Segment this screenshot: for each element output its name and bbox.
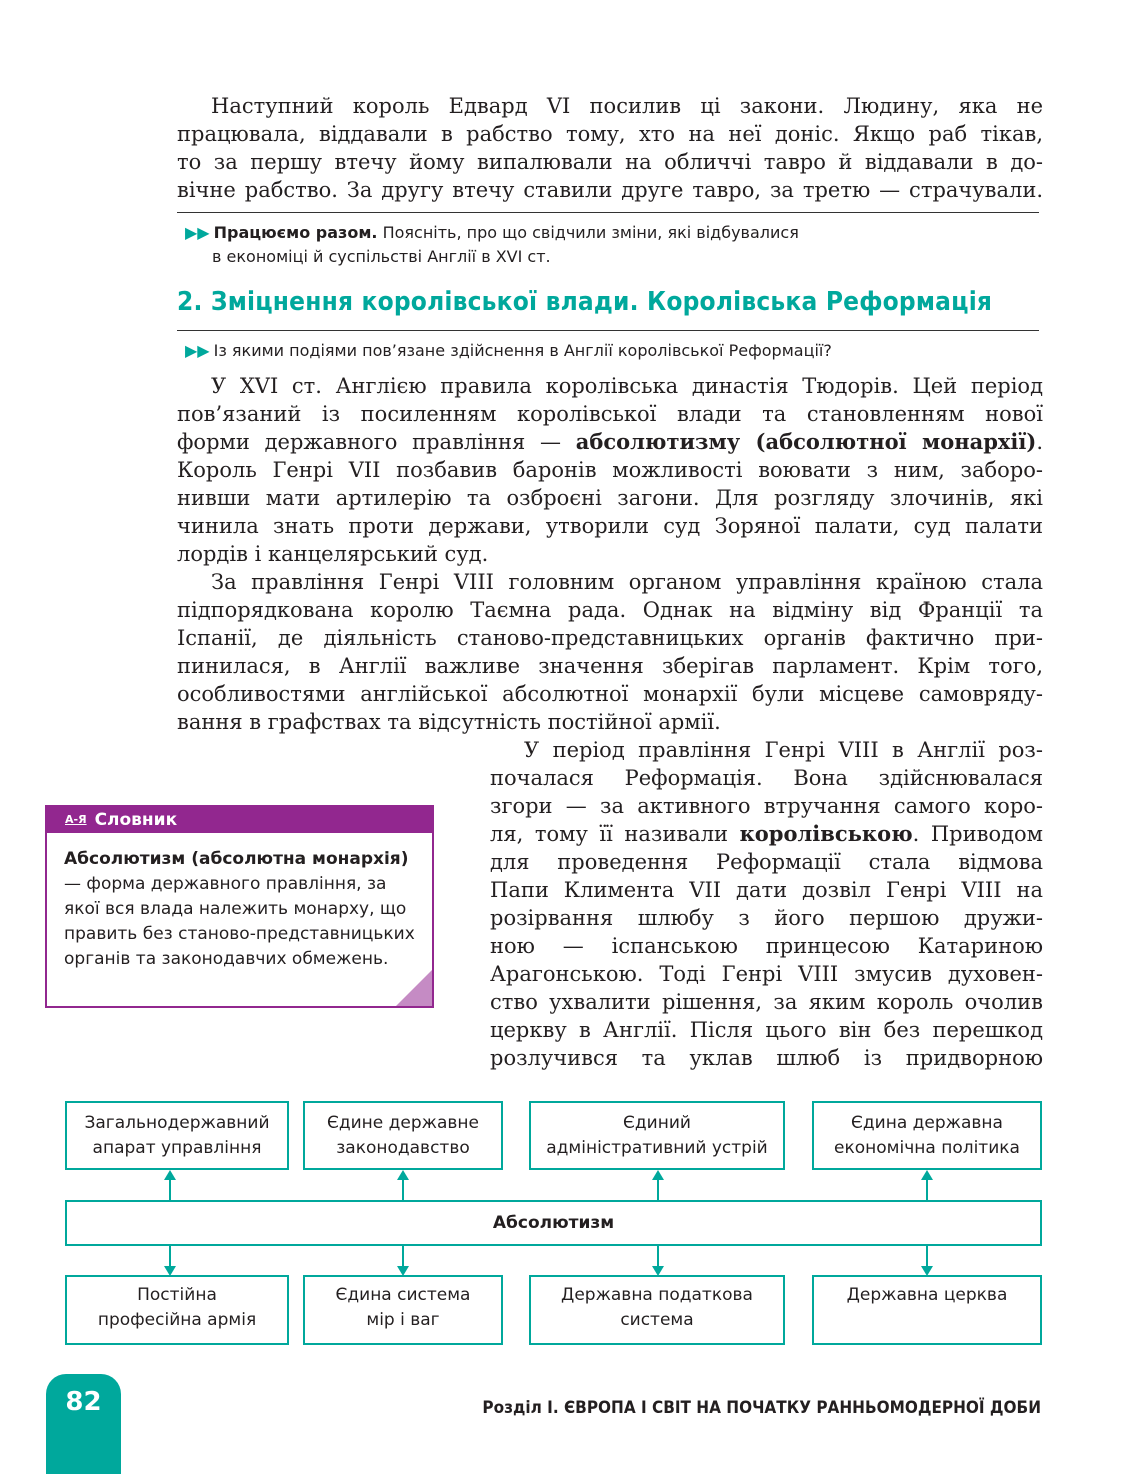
divider	[177, 212, 1039, 213]
arrow-up-icon	[926, 1172, 928, 1200]
dictionary-box	[45, 805, 434, 1008]
text-line: нивши мати артилерію та озброєні загони. Для розгляду злочинів, які	[177, 486, 1043, 510]
box-line: Єдина державна	[851, 1112, 1003, 1133]
text-line: чинила знать проти держави, утворили суд Зоряної палати, суд палати	[177, 514, 1043, 538]
box-line: професійна армія	[97, 1310, 257, 1330]
box-line: мір і ваг	[366, 1310, 440, 1330]
text-line	[490, 820, 1043, 848]
scheme-box-top	[65, 1101, 289, 1170]
dictionary-term: Абсолютизм (абсолютна монархія)	[64, 849, 409, 869]
scheme-box-top	[529, 1101, 785, 1170]
text-line: почалася Реформація. Вона здійснювалася	[490, 766, 1043, 790]
paragraph-edward	[177, 92, 1043, 204]
text-line: Арагонською. Тоді Генрі VIII змусив духовен-	[490, 962, 1043, 986]
text-line: Папи Климента VII дати дозвіл Генрі VIII на	[490, 878, 1043, 902]
text-line: підпорядкована королю Таємна рада. Однак на відміну від Франції та	[177, 598, 1043, 622]
text-line: розлучився та уклав шлюб із придворною	[490, 1046, 1043, 1070]
text-line: лордів і канцелярський суд.	[177, 542, 489, 566]
scheme-box-bottom	[65, 1275, 289, 1345]
text-line: особливостями англійської абсолютної монархії були місцеве самовряду-	[177, 682, 1043, 706]
text-span: .	[1036, 430, 1043, 454]
text-line: За правління Генрі VIII головним органом управління країною стала	[211, 570, 1043, 594]
task-text: Поясніть, про що свідчили зміни, які відбувалися	[382, 223, 799, 242]
dictionary-title: Словник	[94, 810, 178, 830]
text-span: форми державного правління —	[177, 430, 576, 454]
text-span: . Приводом	[912, 822, 1043, 846]
box-line: Єдиний	[623, 1112, 691, 1133]
scheme-box-top	[812, 1101, 1042, 1170]
text-line: вічне рабство. За другу втечу ставили друге тавро, за третю — страчували.	[177, 178, 1043, 202]
text-line: пинилася, в Англії важливе значення зберігав парламент. Крім того,	[177, 654, 1043, 678]
arrow-up-icon	[657, 1172, 659, 1200]
scheme-box-bottom	[812, 1275, 1042, 1345]
corner-triangle	[396, 970, 432, 1006]
arrow-down-icon	[926, 1246, 928, 1274]
text-line: Король Генрі VII позбавив баронів можливості воювати з ним, заборо-	[177, 458, 1043, 482]
paragraph-henry-viii	[177, 568, 1043, 736]
dictionary-icon: А-Я	[65, 813, 87, 826]
scheme-center-box: Абсолютизм	[65, 1200, 1042, 1246]
scheme-box-bottom	[529, 1275, 785, 1345]
paragraph-tudors	[177, 372, 1043, 568]
term-bold: королівською	[739, 821, 913, 846]
double-arrow-icon: ▶▶	[185, 223, 210, 242]
text-line: працювала, віддавали в рабство тому, хто на неї доніс. Якщо раб тікав,	[177, 122, 1043, 146]
text-line: У XVI ст. Англією правила королівська династія Тюдорів. Цей період	[211, 374, 1043, 398]
text-line: У період правління Генрі VIII в Англії роз-	[524, 738, 1043, 762]
box-line: Єдине державне	[327, 1112, 479, 1133]
dictionary-header	[47, 807, 432, 833]
box-line: Загальнодержавний	[84, 1112, 270, 1133]
page-number: 82	[46, 1374, 121, 1474]
text-span: ля, тому її називали	[490, 822, 740, 846]
text-line: Наступний король Едвард VI посилив ці закони. Людину, яка не	[211, 94, 1043, 118]
chapter-footer: Розділ І. ЄВРОПА І СВІТ НА ПОЧАТКУ РАННЬОМОДЕРНОЇ ДОБИ	[482, 1398, 1041, 1418]
task-text: Із якими подіями пов’язане здійснення в Англії королівської Реформації?	[213, 341, 832, 360]
arrow-down-icon	[657, 1246, 659, 1274]
double-arrow-icon: ▶▶	[185, 341, 210, 360]
box-line: Постійна	[137, 1285, 217, 1305]
text-line: ною — іспанською принцесою Катариною	[490, 934, 1043, 958]
text-line	[177, 428, 1043, 456]
arrow-up-icon	[402, 1172, 404, 1200]
text-line: то за першу втечу йому випалювали на обличчі тавро й віддавали в до-	[177, 150, 1043, 174]
box-line: Державна податкова	[561, 1285, 753, 1305]
task-lead: Працюємо разом.	[213, 223, 378, 242]
box-line: Державна церква	[846, 1285, 1008, 1305]
text-line: згори — за активного втручання самого коро-	[490, 794, 1043, 818]
box-line: законодавство	[336, 1137, 470, 1158]
text-line: вання в графствах та відсутність постійної армії.	[177, 710, 721, 734]
divider	[177, 330, 1039, 331]
arrow-down-icon	[402, 1246, 404, 1274]
box-line: система	[620, 1310, 694, 1330]
dictionary-entry	[47, 833, 432, 972]
text-line: Іспанії, де діяльність станово-представницьких органів фактично при-	[177, 626, 1043, 650]
scheme-box-bottom	[303, 1275, 503, 1345]
paragraph-reformation	[490, 736, 1043, 1072]
task-text: в економіці й суспільстві Англії в XVI ст.	[212, 247, 551, 266]
text-line: церкву в Англії. Після цього він без перешкод	[490, 1018, 1043, 1042]
box-line: економічна політика	[834, 1137, 1020, 1158]
text-line: розірвання шлюбу з його першою дружи-	[490, 906, 1043, 930]
text-line: пов’язаний із посиленням королівської влади та становленням нової	[177, 402, 1043, 426]
task-question	[185, 339, 832, 363]
dictionary-definition: — форма державного правління, за якої вся влада належить монарху, що править без станово-представницьких органів та законодавчих обмежень.	[64, 874, 415, 969]
text-line: для проведення Реформації стала відмова	[490, 850, 1043, 874]
task-work-together	[185, 221, 799, 269]
text-line: ство ухвалити рішення, за яким король очолив	[490, 990, 1043, 1014]
arrow-down-icon	[169, 1246, 171, 1274]
term-bold: абсолютизму (абсолютної монархії)	[575, 429, 1037, 454]
section-heading: 2. Зміцнення королівської влади. Королівська Реформація	[177, 287, 993, 317]
box-line: Єдина система	[335, 1285, 471, 1305]
arrow-up-icon	[169, 1172, 171, 1200]
box-line: апарат управління	[92, 1137, 262, 1158]
box-line: адміністративний устрій	[546, 1137, 768, 1158]
scheme-box-top	[303, 1101, 503, 1170]
